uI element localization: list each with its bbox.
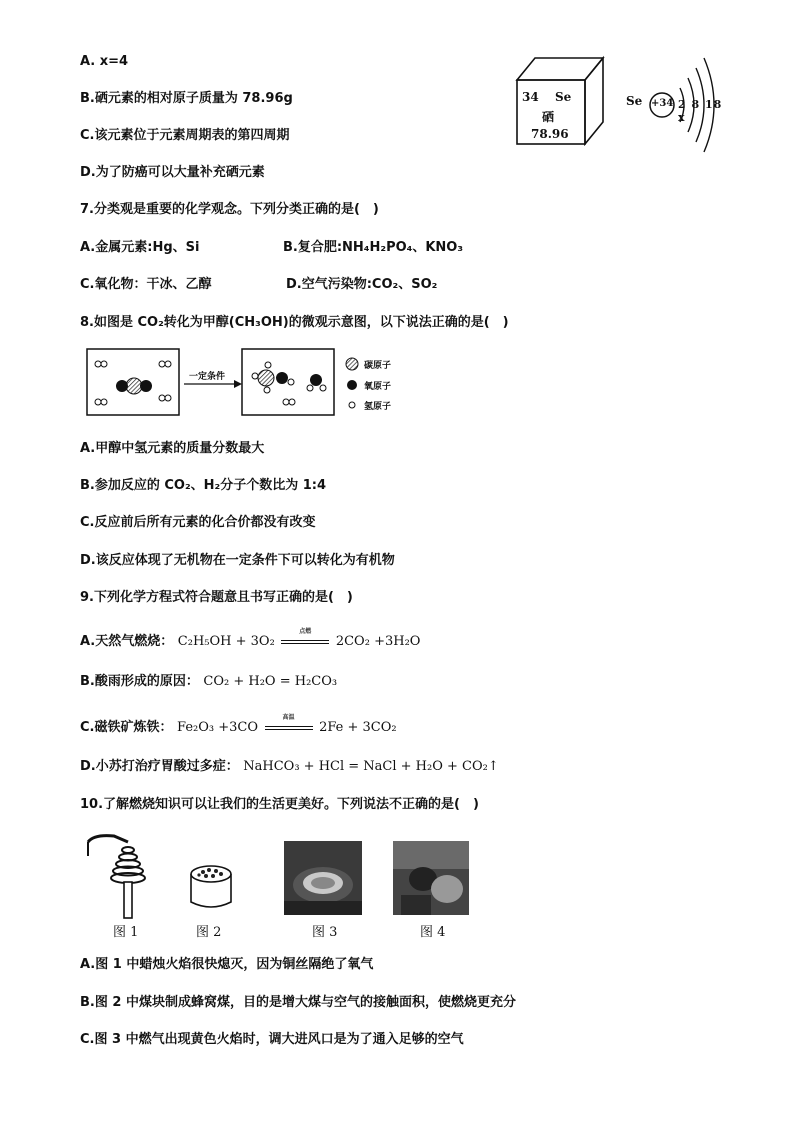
q9-d-equation: NaHCO₃ + HCl = NaCl + H₂O + CO₂↑ <box>243 759 499 774</box>
element-number: 34 <box>522 90 539 104</box>
element-name: 硒 <box>542 110 555 124</box>
q10-option-b: B.图 2 中煤块制成蜂窝煤，目的是增大煤与空气的接触面积，使燃烧更充分 <box>80 995 516 1010</box>
q7-option-b: B.复合肥:NH₄H₂PO₄、KNO₃ <box>283 240 464 255</box>
q9-c-lhs: Fe₂O₃ +3CO <box>177 720 258 735</box>
q9-c-eqsign <box>265 713 313 734</box>
q6-option-c: C.该元素位于元素周期表的第四周期 <box>80 128 290 143</box>
q9-a-rhs: 2CO₂ +3H₂O <box>335 634 421 649</box>
q9-option-c <box>80 713 397 736</box>
q9-option-b <box>80 674 337 690</box>
legend-hydrogen: 氢原子 <box>364 402 392 412</box>
q10-option-a: A.图 1 中蜡烛火焰很快熄灭，因为铜丝隔绝了氧气 <box>80 957 374 972</box>
fig1-candle-coil-image <box>84 832 154 922</box>
fig1-caption: 图 1 <box>113 925 139 940</box>
fig2-briquette-image <box>188 862 234 912</box>
q9-a-label: A.天然气燃烧： <box>80 634 174 649</box>
q9-d-label: D.小苏打治疗胃酸过多症： <box>80 759 239 774</box>
q8-arrow-label: 一定条件 <box>189 372 226 382</box>
fig4-fire-image <box>393 841 469 915</box>
element-symbol: Se <box>555 90 572 104</box>
atom-nucleus: +34 <box>651 98 674 109</box>
legend-oxygen: 氧原子 <box>364 382 392 392</box>
q9-b-label: B.酸雨形成的原因： <box>80 674 199 689</box>
fig3-caption: 图 3 <box>312 925 338 940</box>
q6-option-a: A. x=4 <box>80 54 129 69</box>
q7-option-b-formula: NH₄H₂PO₄、KNO₃ <box>342 240 464 255</box>
q9-b-equation: CO₂ + H₂O = H₂CO₃ <box>203 674 338 689</box>
q9-a-lhs: C₂H₅OH + 3O₂ <box>177 634 275 649</box>
q9-a-condition: 点燃 <box>299 627 312 635</box>
q9-stem: 9.下列化学方程式符合题意且书写正确的是( ) <box>80 590 353 605</box>
element-mass: 78.96 <box>531 127 569 141</box>
legend-carbon: 碳原子 <box>364 361 392 371</box>
q9-c-rhs: 2Fe + 3CO₂ <box>319 720 397 735</box>
q9-option-d <box>80 759 499 775</box>
atom-structure-diagram <box>622 50 732 162</box>
q9-c-condition: 高温 <box>282 713 295 721</box>
atom-symbol: Se <box>626 94 643 108</box>
q6-option-b: B.硒元素的相对原子质量为 78.96g <box>80 91 293 106</box>
fig3-gas-flame-image <box>284 841 362 915</box>
q8-option-a: A.甲醇中氢元素的质量分数最大 <box>80 441 265 456</box>
fig2-caption: 图 2 <box>196 925 222 940</box>
q10-option-c: C.图 3 中燃气出现黄色火焰时，调大进风口是为了通入足够的空气 <box>80 1032 464 1047</box>
q10-stem: 10.了解燃烧知识可以让我们的生活更美好。下列说法不正确的是( ) <box>80 797 479 812</box>
q7-option-c: C.氧化物：干冰、乙醇 <box>80 277 212 292</box>
q9-c-label: C.磁铁矿炼铁： <box>80 720 173 735</box>
q7-option-a: A.金属元素:Hg、Si <box>80 240 200 255</box>
atom-shells-text: 2 8 18 x <box>678 98 723 124</box>
q7-option-d: D.空气污染物:CO₂、SO₂ <box>286 277 438 292</box>
q8-option-c: C.反应前后所有元素的化合价都没有改变 <box>80 515 316 530</box>
q8-option-b: B.参加反应的 CO₂、H₂分子个数比为 1:4 <box>80 478 327 493</box>
q8-stem: 8.如图是 CO₂转化为甲醇(CH₃OH)的微观示意图，以下说法正确的是( ) <box>80 315 509 330</box>
element-card <box>515 52 607 146</box>
q9-a-eqsign <box>281 627 329 648</box>
q8-reaction-diagram <box>86 348 416 418</box>
q9-option-a <box>80 627 421 650</box>
q8-option-d: D.该反应体现了无机物在一定条件下可以转化为有机物 <box>80 553 395 568</box>
fig4-caption: 图 4 <box>420 925 446 940</box>
q6-option-d: D.为了防癌可以大量补充硒元素 <box>80 165 265 180</box>
q7-stem: 7.分类观是重要的化学观念。下列分类正确的是( ) <box>80 202 379 217</box>
